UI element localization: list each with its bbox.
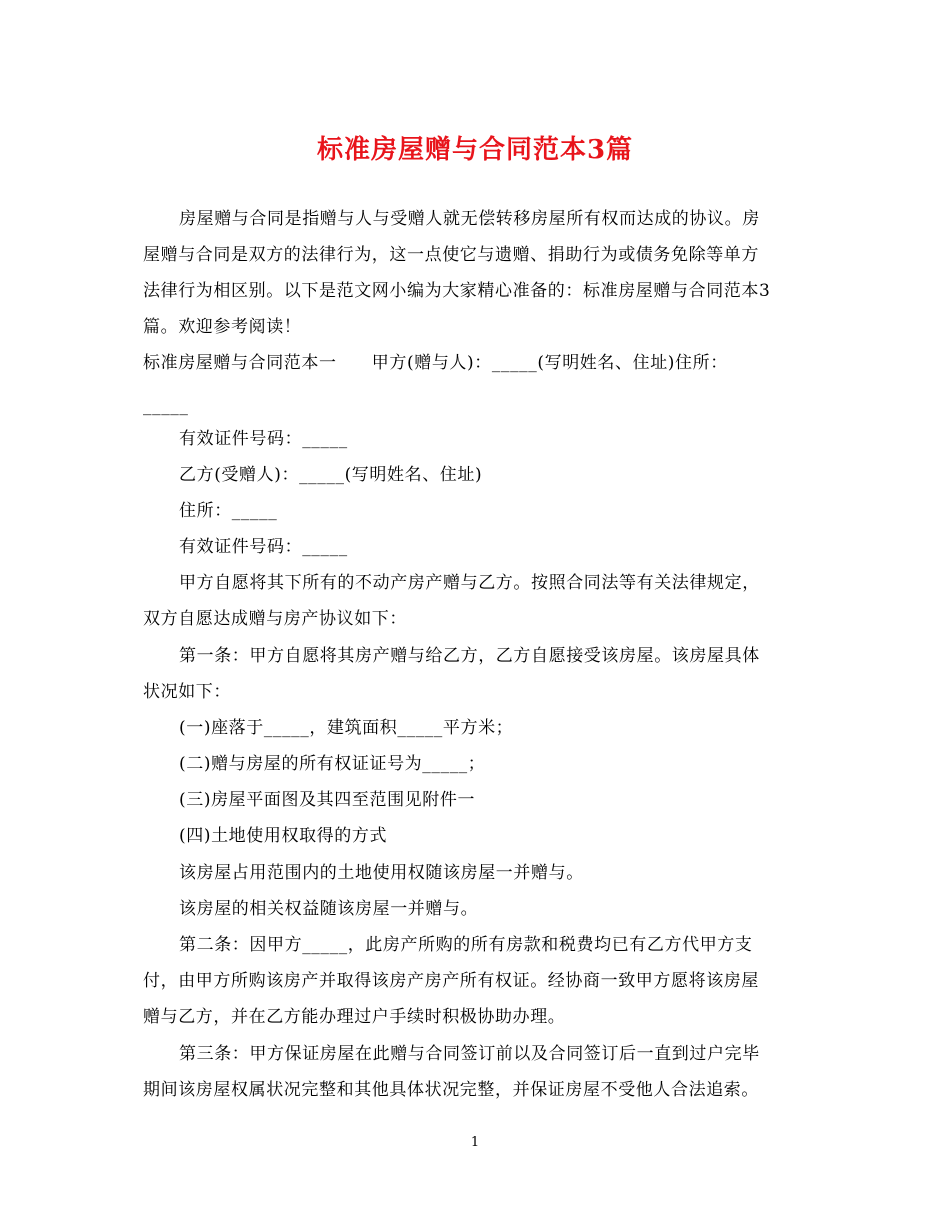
paragraph-line: _____ <box>143 396 189 416</box>
paragraph-line: 有效证件号码：_____ <box>179 429 348 449</box>
document-title: 标准房屋赠与合同范本3篇 <box>316 135 634 165</box>
paragraph-line: 篇。欢迎参考阅读！ <box>143 317 302 337</box>
paragraph-line: 期间该房屋权属状况完整和其他具体状况完整，并保证房屋不受他人合法追索。 <box>143 1080 759 1100</box>
page-number: 1 <box>470 1135 480 1150</box>
paragraph-line: 乙方(受赠人)：_____(写明姓名、住址) <box>179 465 483 485</box>
paragraph-line: 状况如下： <box>143 682 231 702</box>
paragraph-line: (一)座落于_____，建筑面积_____平方米； <box>179 718 514 738</box>
paragraph-line: 房屋赠与合同是指赠与人与受赠人就无偿转移房屋所有权而达成的协议。房 <box>179 209 760 229</box>
paragraph-line: 甲方自愿将其下所有的不动产房产赠与乙方。按照合同法等有关法律规定， <box>179 573 760 593</box>
paragraph-line: 该房屋的相关权益随该房屋一并赠与。 <box>179 899 479 919</box>
paragraph-line: 第一条：甲方自愿将其房产赠与给乙方，乙方自愿接受该房屋。该房屋具体 <box>179 646 760 666</box>
paragraph-line: 有效证件号码：_____ <box>179 537 348 557</box>
paragraph-line: 标准房屋赠与合同范本一 甲方(赠与人)：_____(写明姓名、住址)住所： <box>143 353 728 373</box>
paragraph-line: (三)房屋平面图及其四至范围见附件一 <box>179 790 476 810</box>
paragraph-line: 第二条：因甲方_____，此房产所购的所有房款和税费均已有乙方代甲方支 <box>179 935 753 955</box>
paragraph-line: (四)土地使用权取得的方式 <box>179 826 388 846</box>
paragraph-line: 付，由甲方所购该房产并取得该房产房产所有权证。经协商一致甲方愿将该房屋 <box>143 971 759 991</box>
paragraph-line: (二)赠与房屋的所有权证证号为_____； <box>179 754 486 774</box>
paragraph-line: 法律行为相区别。以下是范文网小编为大家精心准备的：标准房屋赠与合同范本3 <box>143 281 771 301</box>
paragraph-line: 屋赠与合同是双方的法律行为，这一点使它与遗赠、捐助行为或债务免除等单方 <box>143 245 759 265</box>
paragraph-line: 该房屋占用范围内的土地使用权随该房屋一并赠与。 <box>179 863 584 883</box>
paragraph-line: 住所：_____ <box>179 501 278 521</box>
paragraph-line: 第三条：甲方保证房屋在此赠与合同签订前以及合同签订后一直到过户完毕 <box>179 1044 760 1064</box>
paragraph-line: 双方自愿达成赠与房产协议如下： <box>143 609 407 629</box>
paragraph-line: 赠与乙方，并在乙方能办理过户手续时积极协助办理。 <box>143 1007 566 1027</box>
